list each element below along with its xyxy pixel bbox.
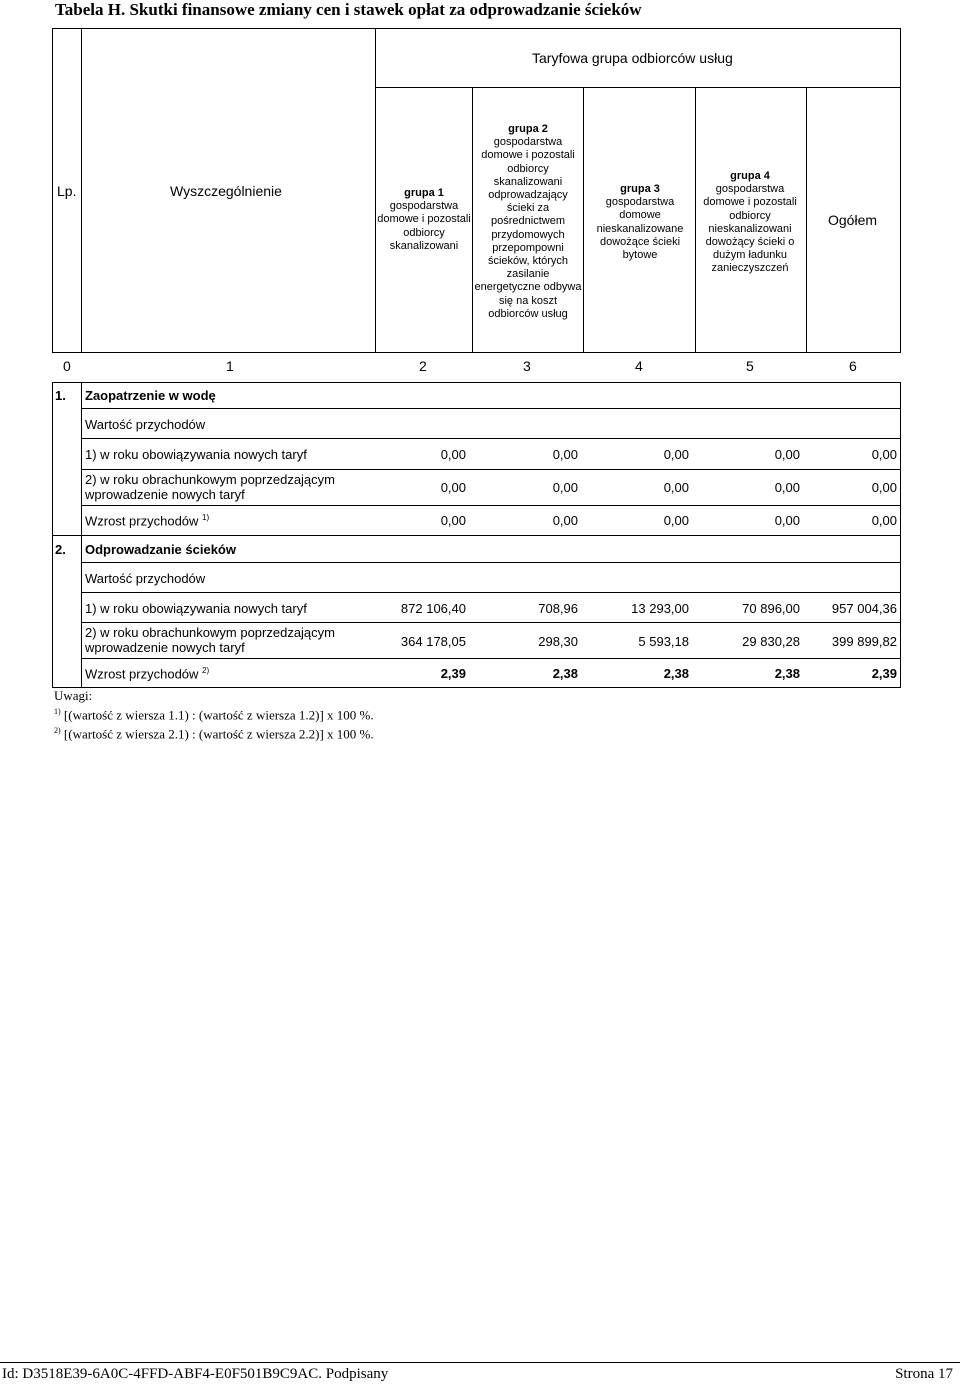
group-2-header: grupa 2 gospodarstwa domowe i pozostali odbiorcy skanalizowani odprowadzający ścieki za pośrednictwem przydomowych przepompowni ścieków, których zasilanie energetyczne odbywa się na koszt odbiorców usług: [474, 123, 582, 320]
table-cell: 2,38: [552, 666, 578, 681]
table-cell: 0,00: [663, 513, 689, 528]
table-cell: 957 004,36: [831, 601, 897, 616]
table-cell: 0,00: [774, 447, 800, 462]
col-index: 0: [63, 358, 71, 374]
tariff-group-header: Taryfowa grupa odbiorców usług: [532, 50, 733, 66]
col-index: 4: [635, 358, 643, 374]
table-cell: 298,30: [538, 634, 578, 649]
table-cell: 0,00: [774, 513, 800, 528]
growth-label: Wzrost przychodów $^{1)}$: [85, 513, 210, 529]
group-1-header: grupa 1 gospodarstwa domowe i pozostali odbiorcy skanalizowani: [377, 187, 471, 252]
col-index: 3: [523, 358, 531, 374]
row-label: 1) w roku obowiązywania nowych taryf: [85, 447, 307, 462]
row-label: 1) w roku obowiązywania nowych taryf: [85, 601, 307, 616]
table-cell: 2,38: [663, 666, 689, 681]
col-index: 2: [419, 358, 427, 374]
row-label: 2) w roku obrachunkowym poprzedzającym wprowadzenie nowych taryf: [85, 472, 335, 502]
table-cell: 2,38: [774, 666, 800, 681]
description-header: Wyszczególnienie: [170, 183, 282, 199]
page-number: Strona 17: [895, 1366, 953, 1382]
table-cell: 0,00: [774, 480, 800, 495]
col-index: 1: [226, 358, 234, 374]
table-cell: 0,00: [440, 513, 466, 528]
notes-title: Uwagi:: [54, 688, 93, 703]
table-cell: 2,39: [871, 666, 897, 681]
table-cell: 0,00: [871, 447, 897, 462]
table-cell: 0,00: [871, 513, 897, 528]
total-header: Ogółem: [828, 212, 878, 228]
section-number: 1.: [55, 388, 66, 403]
table-cell: 29 830,28: [742, 634, 800, 649]
col-index: 6: [849, 358, 857, 374]
table-cell: 2,39: [440, 666, 466, 681]
table-cell: 399 899,82: [831, 634, 897, 649]
growth-label: Wzrost przychodów $^{2)}$: [85, 666, 210, 682]
table-cell: 364 178,05: [400, 634, 466, 649]
section-name: Zaopatrzenie w wodę: [85, 388, 216, 403]
section-name: Odprowadzanie ścieków: [85, 542, 236, 557]
table-cell: 0,00: [871, 480, 897, 495]
note-item: $^{2)}$ [(wartość z wiersza 2.1) : (wartość z wiersza 2.2)] x 100 %.: [54, 726, 374, 742]
table-cell: 0,00: [663, 480, 689, 495]
table-cell: 5 593,18: [638, 634, 689, 649]
col-index: 5: [746, 358, 754, 374]
table-cell: 708,96: [538, 601, 578, 616]
table-cell: 0,00: [663, 447, 689, 462]
table-cell: 0,00: [552, 513, 578, 528]
footer-divider: [0, 1362, 960, 1363]
group-3-header: grupa 3 gospodarstwa domowe nieskanalizowane dowożące ścieki bytowe: [596, 183, 684, 262]
table-cell: 0,00: [440, 447, 466, 462]
table-cell: 0,00: [552, 480, 578, 495]
table-cell: 70 896,00: [742, 601, 800, 616]
section-number: 2.: [55, 542, 66, 557]
note-item: $^{1)}$ [(wartość z wiersza 1.1) : (wartość z wiersza 1.2)] x 100 %.: [54, 707, 374, 723]
revenue-label: Wartość przychodów: [85, 571, 206, 586]
table-cell: 0,00: [440, 480, 466, 495]
table-cell: 13 293,00: [631, 601, 689, 616]
page-title: Tabela H. Skutki finansowe zmiany cen i stawek opłat za odprowadzanie ścieków: [55, 0, 642, 19]
group-4-header: grupa 4 gospodarstwa domowe i pozostali odbiorcy nieskanalizowani dowożący ścieki o dużym ładunku zanieczyszczeń: [703, 170, 797, 275]
lp-header: Lp.: [57, 183, 77, 199]
revenue-label: Wartość przychodów: [85, 417, 206, 432]
document-id: Id: D3518E39-6A0C-4FFD-ABF4-E0F501B9C9AC. Podpisany: [2, 1366, 389, 1382]
table-cell: 872 106,40: [400, 601, 466, 616]
table-cell: 0,00: [552, 447, 578, 462]
row-label: 2) w roku obrachunkowym poprzedzającym wprowadzenie nowych taryf: [85, 625, 335, 655]
